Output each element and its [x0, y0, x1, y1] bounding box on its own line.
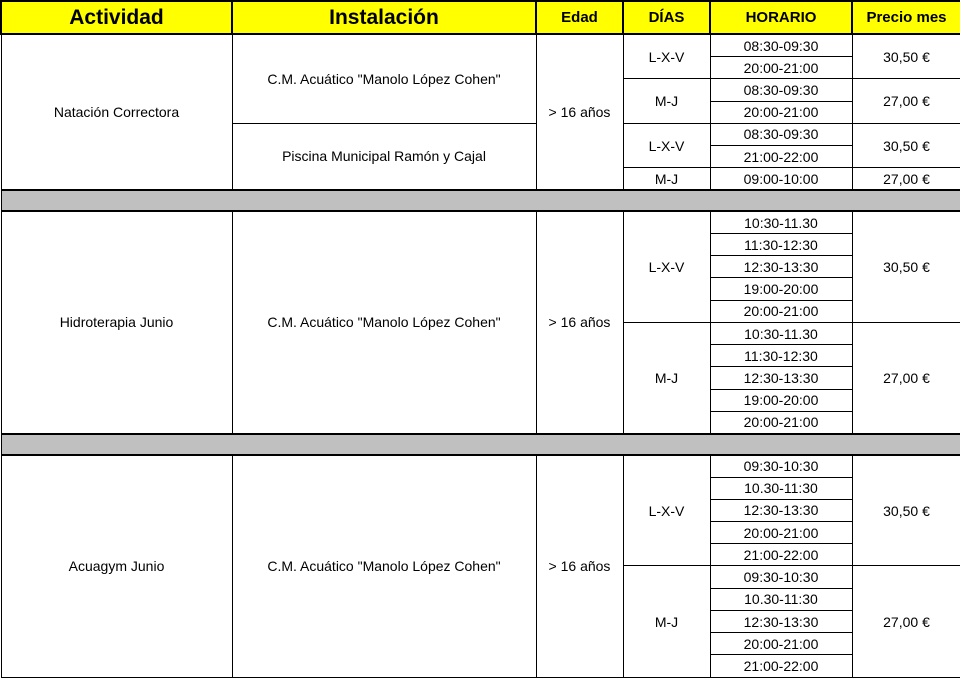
horario-cell: 12:30-13:30: [710, 499, 852, 521]
horario-cell: 08:30-09:30: [710, 79, 852, 101]
horario-cell: 11:30-12:30: [710, 233, 852, 255]
horario-cell: 08:30-09:30: [710, 34, 852, 56]
dias-cell: L-X-V: [623, 34, 710, 78]
horario-cell: 21:00-22:00: [710, 146, 852, 168]
table-row: [1, 211, 960, 233]
dias-cell: M-J: [623, 566, 710, 678]
header-instalacion: Instalación: [232, 1, 536, 34]
separator-row: [1, 190, 960, 211]
dias-cell: M-J: [623, 168, 710, 190]
precio-cell: 27,00 €: [852, 322, 960, 433]
horario-cell: 20:00-21:00: [710, 300, 852, 322]
horario-cell: 19:00-20:00: [710, 278, 852, 300]
horario-cell: 19:00-20:00: [710, 389, 852, 411]
horario-cell: 10.30-11:30: [710, 477, 852, 499]
horario-cell: 11:30-12:30: [710, 345, 852, 367]
actividad-cell: Hidroterapia Junio: [1, 211, 232, 433]
actividad-cell: Acuagym Junio: [1, 455, 232, 678]
horario-cell: 20:00-21:00: [710, 411, 852, 433]
precio-cell: 27,00 €: [852, 79, 960, 123]
precio-cell: 27,00 €: [852, 566, 960, 678]
instalacion-cell: C.M. Acuático "Manolo López Cohen": [232, 34, 536, 123]
horario-cell: 09:30-10:30: [710, 566, 852, 588]
horario-cell: 12:30-13:30: [710, 256, 852, 278]
horario-cell: 20:00-21:00: [710, 633, 852, 655]
horario-cell: 09:00-10:00: [710, 168, 852, 190]
precio-cell: 30,50 €: [852, 34, 960, 78]
dias-cell: M-J: [623, 322, 710, 433]
header-precio: Precio mes: [852, 1, 960, 34]
horario-cell: 21:00-22:00: [710, 655, 852, 678]
horario-cell: 12:30-13:30: [710, 610, 852, 632]
horario-cell: 10:30-11.30: [710, 211, 852, 233]
instalacion-cell: C.M. Acuático "Manolo López Cohen": [232, 211, 536, 433]
horario-cell: 21:00-22:00: [710, 544, 852, 566]
separator-cell: [1, 434, 960, 455]
horario-cell: 12:30-13:30: [710, 367, 852, 389]
table-row: [1, 455, 960, 477]
separator-cell: [1, 190, 960, 211]
header-horario: HORARIO: [710, 1, 852, 34]
header-dias: DÍAS: [623, 1, 710, 34]
header-actividad: Actividad: [1, 1, 232, 34]
precio-cell: 30,50 €: [852, 123, 960, 167]
horario-cell: 20:00-21:00: [710, 101, 852, 123]
dias-cell: M-J: [623, 79, 710, 123]
edad-cell: > 16 años: [536, 211, 623, 433]
actividad-cell: Natación Correctora: [1, 34, 232, 190]
horario-cell: 08:30-09:30: [710, 123, 852, 145]
horario-cell: 10:30-11.30: [710, 322, 852, 344]
separator-row: [1, 434, 960, 455]
horario-cell: 20:00-21:00: [710, 57, 852, 79]
dias-cell: L-X-V: [623, 123, 710, 167]
precio-cell: 30,50 €: [852, 455, 960, 566]
header-edad: Edad: [536, 1, 623, 34]
header-row: [1, 1, 960, 34]
instalacion-cell: Piscina Municipal Ramón y Cajal: [232, 123, 536, 190]
table-row: [1, 34, 960, 56]
horario-cell: 10.30-11:30: [710, 588, 852, 610]
edad-cell: > 16 años: [536, 34, 623, 190]
dias-cell: L-X-V: [623, 211, 710, 322]
precio-cell: 27,00 €: [852, 168, 960, 190]
dias-cell: L-X-V: [623, 455, 710, 566]
precio-cell: 30,50 €: [852, 211, 960, 322]
edad-cell: > 16 años: [536, 455, 623, 678]
instalacion-cell: C.M. Acuático "Manolo López Cohen": [232, 455, 536, 678]
horario-cell: 20:00-21:00: [710, 522, 852, 544]
horario-cell: 09:30-10:30: [710, 455, 852, 477]
